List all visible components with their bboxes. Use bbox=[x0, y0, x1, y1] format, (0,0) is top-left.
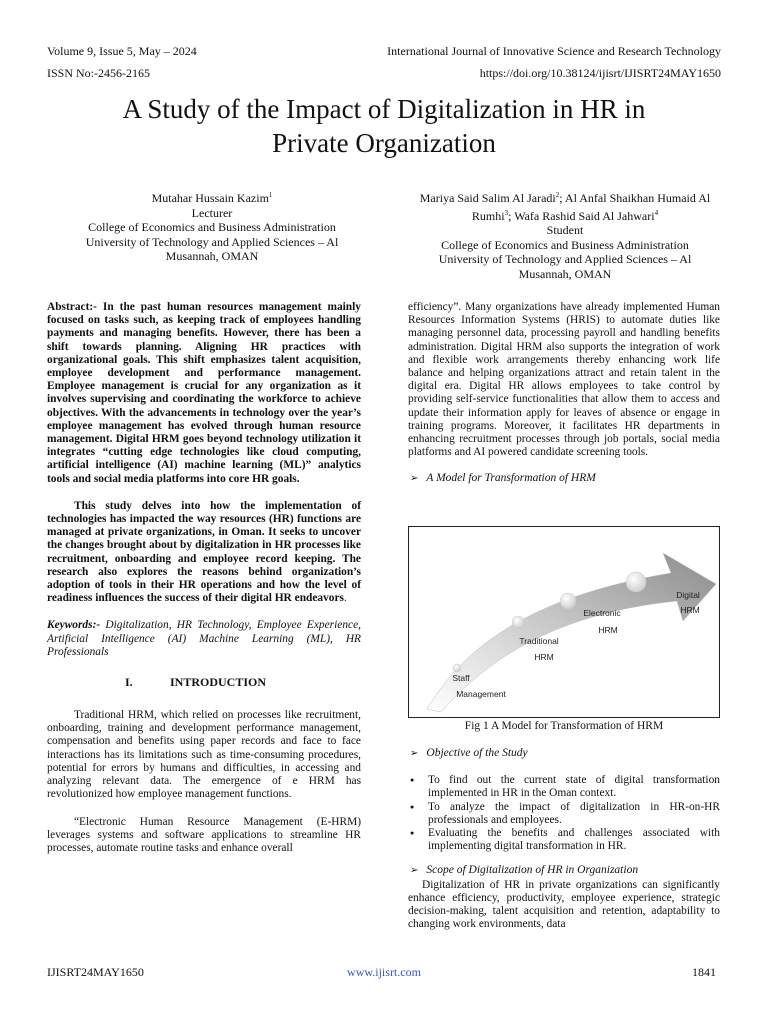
stage-dot-digital bbox=[626, 572, 646, 592]
abstract-paragraph-2-text: This study delves into how the implementation of technologies has impacted the way resources (HR) functions are managed at private organizations, in Oman. It seeks to uncover the changes brought about by digitalization in HR processes like recruitment, onboarding and employee record keeping. The research also explores the reasons behind organization’s adoption of tools in their HR operations and how the level of readiness influences the success of their digital HR endeavors bbox=[47, 499, 361, 605]
list-item: ● To analyze the impact of digitalization in HR-on-HR professionals and employees. bbox=[408, 801, 720, 827]
stage-label-staff-2: Management bbox=[456, 689, 506, 699]
objective-heading-text: Objective of the Study bbox=[426, 747, 528, 759]
author-block-right bbox=[400, 188, 730, 281]
footer-paper-id: IJISRT24MAY1650 bbox=[47, 965, 144, 979]
author-names-1a: Mariya Said Salim Al Jaradi bbox=[419, 191, 556, 205]
abstract-paragraph-2-end: . bbox=[344, 592, 347, 605]
title-line-1: A Study of the Impact of Digitalization in HR in bbox=[122, 94, 646, 124]
abstract-paragraph-2 bbox=[47, 500, 361, 606]
page-number: 1841 bbox=[692, 965, 716, 979]
scope-heading-text: Scope of Digitalization of HR in Organization bbox=[426, 864, 639, 877]
journal-name: International Journal of Innovative Science and Research Technology bbox=[387, 44, 721, 58]
arrow-diagram bbox=[409, 527, 719, 717]
author-sup-2: 2 bbox=[555, 191, 560, 199]
arrow-bullet-icon: ➢ bbox=[410, 865, 419, 877]
author-block-left bbox=[47, 188, 377, 264]
arrow-bullet-icon: ➢ bbox=[410, 473, 419, 485]
title-line-2: Private Organization bbox=[272, 128, 496, 158]
stage-label-staff-1: Staff bbox=[452, 673, 470, 683]
stage-label-electronic-1: Electronic bbox=[583, 608, 621, 618]
list-item: ● To find out the current state of digital transformation implemented in HR in the Oman context. bbox=[408, 774, 720, 800]
objective-heading bbox=[408, 747, 720, 760]
author-university-1: University of Technology and Applied Sciences – Al bbox=[85, 234, 339, 249]
author-university-2: Musannah, OMAN bbox=[518, 266, 612, 281]
author-role: Lecturer bbox=[191, 205, 233, 220]
objectives-list bbox=[408, 774, 720, 853]
author-role: Student bbox=[546, 223, 584, 237]
stage-label-electronic-2: HRM bbox=[598, 625, 618, 635]
scope-heading bbox=[408, 864, 720, 877]
figure-caption: Fig 1 A Model for Transformation of HRM bbox=[464, 720, 664, 732]
stage-dot-electronic bbox=[560, 593, 576, 609]
section-title: INTRODUCTION bbox=[170, 675, 267, 690]
list-item: ● Evaluating the benefits and challenges associated with implementing digital transformation in HR. bbox=[408, 827, 720, 853]
right-column-top bbox=[408, 301, 720, 486]
stage-label-traditional-2: HRM bbox=[534, 652, 554, 662]
author-names-2b: ; Wafa Rashid Said Al Jahwari bbox=[508, 208, 655, 223]
doi-link[interactable]: https://doi.org/10.38124/ijisrt/IJISRT24MAY1650 bbox=[479, 66, 721, 80]
section-number: I. bbox=[125, 675, 133, 690]
stage-dot-staff bbox=[453, 664, 461, 672]
author-names-1b: ; Al Anfal Shaikhan Humaid Al bbox=[559, 191, 711, 205]
left-column bbox=[47, 301, 361, 855]
right-column-bottom bbox=[408, 747, 720, 931]
section-heading-introduction bbox=[47, 676, 361, 691]
issn: ISSN No:-2456-2165 bbox=[47, 66, 151, 80]
author-college: College of Economics and Business Administration bbox=[441, 237, 689, 252]
keywords-label: Keywords:- bbox=[47, 619, 101, 632]
author-sup-4: 4 bbox=[654, 208, 659, 217]
model-heading bbox=[408, 472, 720, 485]
author-name: Mutahar Hussain Kazim bbox=[151, 191, 269, 205]
author-college: College of Economics and Business Administration bbox=[88, 220, 336, 234]
author-names-2a: Rumhi bbox=[471, 208, 505, 223]
model-heading-text: A Model for Transformation of HRM bbox=[426, 472, 596, 485]
stage-label-digital-1: Digital bbox=[676, 590, 700, 600]
footer-website-link[interactable]: www.ijisrt.com bbox=[347, 965, 421, 979]
keywords-text: Digitalization, HR Technology, Employee Experience, Artificial Intelligence (AI) Machine Learning (ML), HR Professionals bbox=[47, 619, 361, 658]
stage-label-digital-2: HRM bbox=[680, 605, 700, 615]
efficiency-paragraph: efficiency”. Many organizations have already implemented Human Resources Information Systems (HRIS) to automate duties like managing personnel data, processing payroll and handling benefits administration. Digital HRM also supports the integration of work and flexible work arrangements thereby enhancing work life balance and helping organizations attract and retain talent in the digital era. Digital HR allows employees to take control by providing self-service functionalities that allow them to access and update their information apply for leaves of absence or engage in training programs. Moreover, it facilitates HR departments in enhancing recruitment processes through job portals, social media platforms and AI powered candidate screening tools. bbox=[408, 301, 720, 459]
intro-paragraph-2: “Electronic Human Resource Management (E-HRM) leverages systems and software applications to streamline HR processes, automate routine tasks and enhance overall bbox=[47, 815, 361, 854]
volume-info: Volume 9, Issue 5, May – 2024 bbox=[47, 44, 197, 58]
author-sup: 1 bbox=[268, 191, 273, 199]
author-university-2: Musannah, OMAN bbox=[165, 249, 259, 263]
stage-dot-traditional bbox=[512, 616, 524, 628]
stage-label-traditional-1: Traditional bbox=[519, 636, 559, 646]
author-sup-3: 3 bbox=[504, 208, 509, 217]
abstract-paragraph-1: Abstract:- In the past human resources management mainly focused on tasks such, as keeping track of employees handling payments and managing benefits. However, there has been a shift towards planning. Aligning HR practices with organizational goals. This shift emphasizes talent acquisition, employee development and performance management. Employee management is crucial for any organization as it involves supervising and coordinating the workforce to achieve objectives. With the advancements in technology over the year’s employee management has evolved through human resource management. Digital HRM goes beyond technology utilization it integrates “cutting edge technologies like cloud computing, artificial intelligence (AI) machine learning (ML)” analytics tools and social media platforms into core HR goals. bbox=[47, 301, 361, 485]
author-university-1: University of Technology and Applied Sciences – Al bbox=[438, 252, 692, 266]
figure-hrm-transformation bbox=[408, 526, 720, 718]
scope-paragraph: Digitalization of HR in private organizations can significantly enhance efficiency, productivity, employee experience, strategic decision-making, talent acquisition and retention, adaptability to changing work environments, data bbox=[408, 878, 720, 931]
arrow-bullet-icon: ➢ bbox=[410, 748, 419, 759]
keywords bbox=[47, 619, 361, 659]
intro-paragraph-1: Traditional HRM, which relied on processes like recruitment, onboarding, training and development performance management, compensation and benefits using paper records and face to face interactions has its limitations such as time-consuming procedures, potential for errors by humans and difficulties, in accessing and analyzing relevant data. The emergence of e HRM has revolutionized how employee management functions. bbox=[47, 709, 361, 801]
paper-title bbox=[40, 92, 728, 160]
